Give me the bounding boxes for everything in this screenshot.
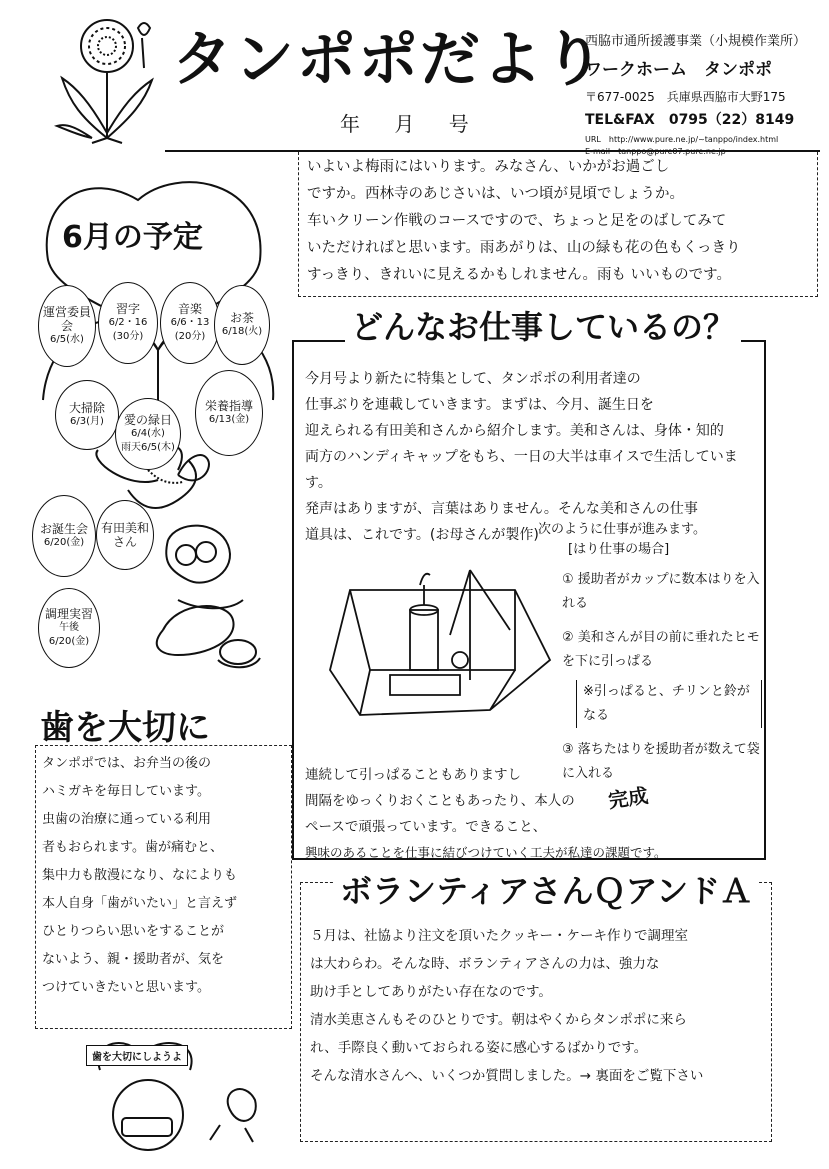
- work-intro-line: 今月号より新たに特集として、タンポポの利用者達の: [305, 371, 641, 387]
- work-step-3: ③ 落ちたはりを援助者が数えて袋に入れる: [562, 742, 760, 781]
- event-date: 6/13(金): [208, 414, 250, 425]
- event-extra: (20分): [174, 331, 206, 342]
- teeth-line: タンポポでは、お弁当の後の: [42, 756, 212, 771]
- work-steps: [562, 568, 762, 786]
- complete-stamp: 完成: [606, 783, 650, 813]
- org-tel: TEL&FAX 0795（22）8149: [585, 112, 795, 128]
- work-tool-illustration: [310, 560, 560, 740]
- event-tea: [214, 285, 270, 365]
- work-step-2-note: ※引っぱると、チリンと鈴がなる: [576, 680, 762, 728]
- work-bottom-line: 連続して引っぱることもありますし: [305, 767, 521, 783]
- event-label: 音楽: [177, 302, 202, 316]
- work-bottom-line: 興味のあることを仕事に結びつけていく工夫が私達の課題です。: [305, 845, 667, 860]
- event-label: 大掃除: [68, 401, 105, 415]
- volunteer-text: [310, 922, 765, 1090]
- org-category: 西脇市通所援護事業（小規模作業所）: [585, 34, 807, 49]
- event-date: 6/18(火): [221, 326, 263, 337]
- event-extra: 午後: [59, 622, 79, 633]
- volunteer-line: 助け手としてありがたい存在なのです。: [310, 984, 552, 1000]
- work-bottom-line: ペースで頑張っています。できること、: [305, 819, 547, 835]
- volunteer-line: 清水美恵さんもそのひとりです。朝はやくからタンポポに来ら: [310, 1012, 687, 1028]
- event-extra: (30分): [112, 331, 144, 342]
- event-cleaning: [55, 380, 119, 450]
- steps-header-text: 次のように仕事が進みます。: [538, 522, 706, 537]
- top-message-line: いよいよ梅雨にはいります。みなさん、いかがお過ごし: [307, 159, 670, 175]
- event-label: お誕生会: [39, 522, 88, 536]
- event-label: お茶: [229, 311, 254, 325]
- event-label: 運営委員会: [42, 305, 91, 333]
- teeth-line: ひとりつらい思いをすることが: [42, 924, 225, 939]
- work-step-1: ① 援助者がカップに数本はりを入れる: [562, 572, 760, 611]
- volunteer-line: ５月は、社協より注文を頂いたクッキー・ケーキ作りで調理室: [310, 928, 688, 944]
- event-date: 6/2・16: [108, 317, 148, 328]
- teeth-line: 集中力も散漫になり、なによりも: [42, 868, 238, 883]
- organization-info: [585, 30, 820, 157]
- teeth-line: つけていきたいと思います。: [42, 980, 210, 995]
- dandelion-logo-icon: [52, 8, 172, 148]
- work-intro-line: 迎えられる有田美和さんから紹介します。美和さんは、身体・知的: [305, 423, 724, 439]
- volunteer-section-title: ボランティアさんＱアンドＡ: [334, 866, 758, 912]
- top-message-line: すっきり、きれいに見えるかもしれません。雨も いいものです。: [307, 267, 731, 283]
- event-birthday-party: [32, 495, 96, 577]
- teeth-line: 者もおられます。歯が痛むと、: [42, 840, 223, 855]
- event-label: 栄養指導: [204, 399, 253, 413]
- teeth-line: ないよう、親・援助者が、気を: [42, 952, 225, 967]
- event-nutrition: [195, 370, 263, 456]
- teeth-line: 本人自身「歯がいたい」と言えず: [42, 896, 238, 911]
- event-date: 6/3(月): [70, 416, 104, 427]
- steps-sub-text: [はり仕事の場合]: [568, 542, 670, 557]
- org-url[interactable]: URL http://www.pure.ne.jp/~tanppo/index.html: [585, 135, 779, 144]
- steps-header: [538, 520, 706, 560]
- event-date: 6/20(金): [48, 636, 90, 647]
- schedule-title: 6月の予定: [62, 220, 203, 255]
- event-calligraphy: [98, 282, 158, 364]
- work-section-title: どんなお仕事しているの？: [345, 302, 741, 348]
- volunteer-line: は大わらわ。そんな時、ボランティアさんの力は、強力な: [310, 956, 660, 972]
- work-bottom-line: 間隔をゆっくりおくこともあったり、本人の: [305, 793, 575, 809]
- work-intro-line: 発声はありますが、言葉はありません。そんな美和さんの仕事: [305, 501, 698, 517]
- event-date: 6/20(金): [43, 537, 85, 548]
- event-label: 有田美和さん: [100, 521, 149, 549]
- teeth-line: 虫歯の治療に通っている利用: [42, 812, 212, 827]
- top-message: [298, 152, 818, 297]
- event-label: 調理実習: [44, 607, 93, 621]
- org-address: 〒677-0025 兵庫県西脇市大野175: [585, 90, 786, 104]
- top-message-line: ですか。西林寺のあじさいは、いつ頃が見頃でしょうか。: [307, 186, 684, 202]
- work-intro-line: 道具は、これです。(お母さんが製作): [305, 527, 539, 543]
- top-message-line: いただければと思います。雨あがりは、山の緑も花の色もくっきり: [307, 240, 741, 256]
- teeth-text: [42, 750, 286, 1002]
- event-music: [160, 282, 220, 364]
- event-cooking: [38, 588, 100, 668]
- teeth-line: ハミガキを毎日しています。: [42, 784, 210, 799]
- newsletter-title: タンポポだより: [172, 25, 606, 95]
- work-intro-line: 両方のハンディキャップをもち、一日の大半は車イスで生活しています。: [305, 449, 738, 491]
- work-bottom-text: [305, 762, 757, 866]
- event-date: 6/5(水): [50, 334, 84, 345]
- volunteer-line: そんな清水さんへ、いくつか質問しました。→ 裏面をご覧下さい: [310, 1068, 704, 1084]
- event-date: 6/6・13: [170, 317, 210, 328]
- event-label: 習字: [115, 302, 140, 316]
- work-step-2: ② 美和さんが目の前に垂れたヒモを下に引っぱる: [562, 630, 760, 669]
- work-intro-line: 仕事ぶりを連載していきます。まずは、今月、誕生日を: [305, 397, 654, 413]
- event-extra: 雨天6/5(木): [121, 442, 175, 453]
- teeth-sign: 歯を大切にしようよ: [86, 1045, 188, 1066]
- event-label: 愛の緑日: [123, 413, 172, 427]
- event-committee: [38, 285, 96, 367]
- volunteer-line: れ、手際良く動いておられる姿に感心するばかりです。: [310, 1040, 648, 1056]
- org-name: ワークホーム タンポポ: [585, 60, 772, 80]
- teeth-section-title: 歯を大切に: [40, 708, 210, 748]
- event-date: 6/4(水): [131, 428, 165, 439]
- event-green-day: [115, 398, 181, 470]
- top-message-line: 车いクリーン作戦のコースですので、ちょっと足をのばしてみて: [307, 213, 727, 229]
- event-birthday-person: [96, 500, 154, 570]
- issue-date-line: 年 月 号: [340, 112, 483, 136]
